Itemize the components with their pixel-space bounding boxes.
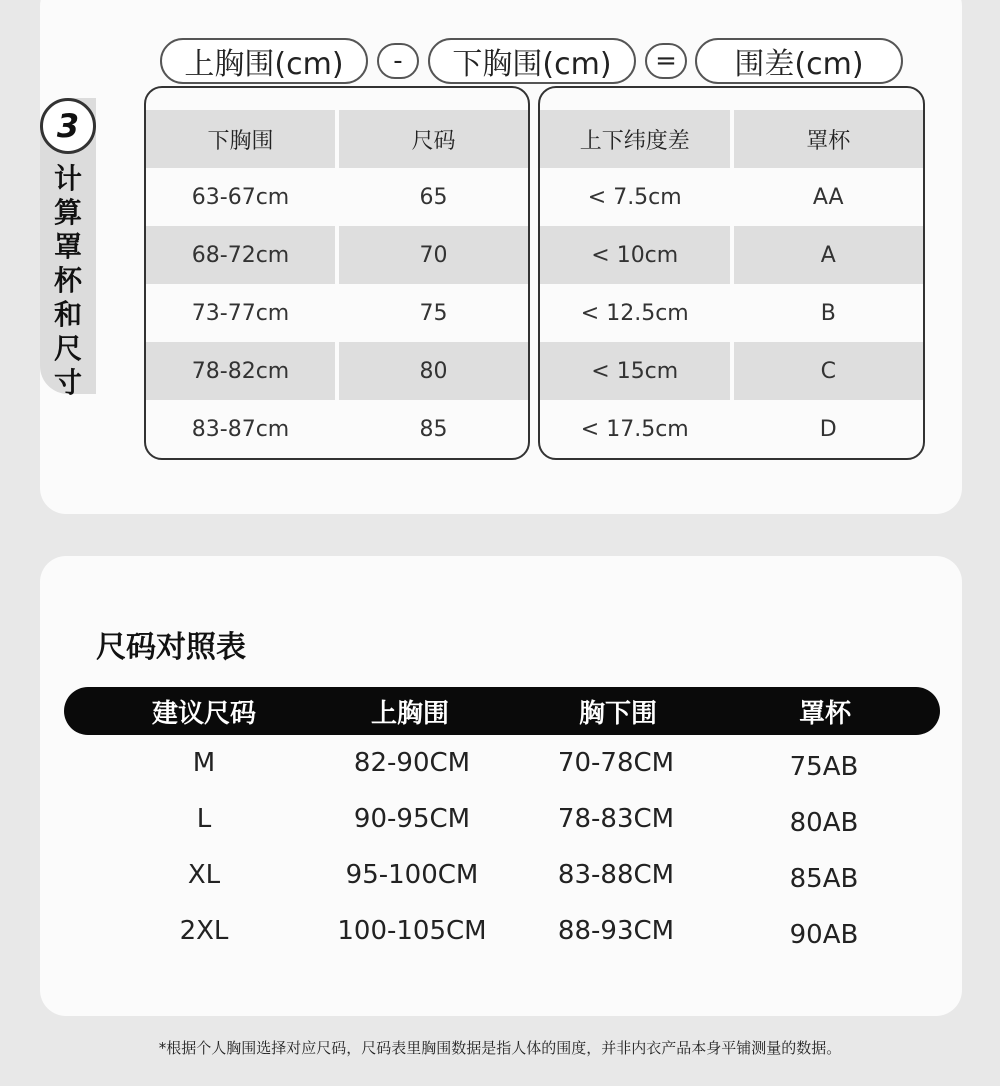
table-cell: 63-67cm (191, 184, 290, 210)
table-cell: 80 (335, 342, 528, 400)
table-cell: 78-82cm (146, 342, 335, 400)
table-cell: 85 (335, 400, 528, 458)
header-cell: 尺码 (335, 110, 528, 168)
table-cell: 2XL (179, 916, 229, 946)
step-title: 计算罩杯和尺寸 (53, 162, 82, 399)
table-cell: M (192, 748, 216, 778)
table-row (540, 284, 923, 342)
table-row (0, 748, 1000, 788)
table-row (146, 284, 528, 342)
table-cell: 100-105CM (337, 916, 487, 946)
table-cell: D (730, 400, 924, 458)
table-row (540, 400, 923, 458)
table-row (0, 916, 1000, 956)
table-cell: < 17.5cm (580, 416, 689, 442)
header-cell: 罩杯 (730, 110, 924, 168)
table-row (0, 804, 1000, 844)
formula-under-bust: 下胸围(cm) (428, 38, 636, 84)
table-cell: 65 (335, 168, 528, 226)
table-row (146, 400, 528, 458)
table-cell: 83-88CM (557, 860, 675, 890)
table-cell: < 7.5cm (587, 184, 682, 210)
table-cell: 73-77cm (191, 300, 290, 326)
cup-size-table (538, 86, 925, 460)
table-cell: 83-87cm (191, 416, 290, 442)
table-cell: B (730, 284, 924, 342)
table-header-row (540, 110, 923, 168)
table-cell: < 12.5cm (580, 300, 689, 326)
table-cell: AA (730, 168, 924, 226)
table-cell: 82-90CM (353, 748, 471, 778)
formula-difference: 围差(cm) (695, 38, 903, 84)
table-row (540, 168, 923, 226)
table-cell: < 15cm (540, 342, 730, 400)
formula-upper-bust: 上胸围(cm) (160, 38, 368, 84)
step-number: 3 (40, 98, 96, 154)
footnote: *根据个人胸围选择对应尺码，尺码表里胸围数据是指人体的围度，并非内衣产品本身平铺测量的数据。 (158, 1039, 842, 1057)
table-row (146, 342, 528, 400)
table-row (540, 342, 923, 400)
header-cell: 上胸围 (370, 698, 450, 729)
table-cell: 90-95CM (353, 804, 471, 834)
table-cell: XL (187, 860, 221, 890)
table-cell: 90AB (789, 920, 859, 950)
band-size-table (144, 86, 530, 460)
header-cell: 下胸围 (146, 110, 335, 168)
table-row (540, 226, 923, 284)
table-cell: 70-78CM (557, 748, 675, 778)
header-cell: 胸下围 (578, 698, 658, 729)
size-chart-title: 尺码对照表 (96, 630, 246, 665)
table-cell: 80AB (789, 808, 859, 838)
table-cell: 88-93CM (557, 916, 675, 946)
table-cell: C (730, 342, 924, 400)
table-cell: 85AB (789, 864, 859, 894)
table-cell: 75AB (789, 752, 859, 782)
table-header-row (146, 110, 528, 168)
table-row (0, 860, 1000, 900)
table-cell: 68-72cm (146, 226, 335, 284)
header-cell: 罩杯 (798, 698, 852, 729)
table-cell: L (196, 804, 212, 834)
table-cell: 78-83CM (557, 804, 675, 834)
header-cell: 上下纬度差 (540, 110, 730, 168)
table-cell: 95-100CM (345, 860, 479, 890)
table-row (146, 226, 528, 284)
table-cell: A (730, 226, 924, 284)
formula-equals: = (645, 43, 687, 79)
header-cell: 建议尺码 (151, 698, 257, 729)
table-cell: 75 (335, 284, 528, 342)
table-cell: 70 (335, 226, 528, 284)
table-cell: < 10cm (540, 226, 730, 284)
formula-minus: - (377, 43, 419, 79)
table-row (146, 168, 528, 226)
size-chart-header (64, 687, 940, 735)
